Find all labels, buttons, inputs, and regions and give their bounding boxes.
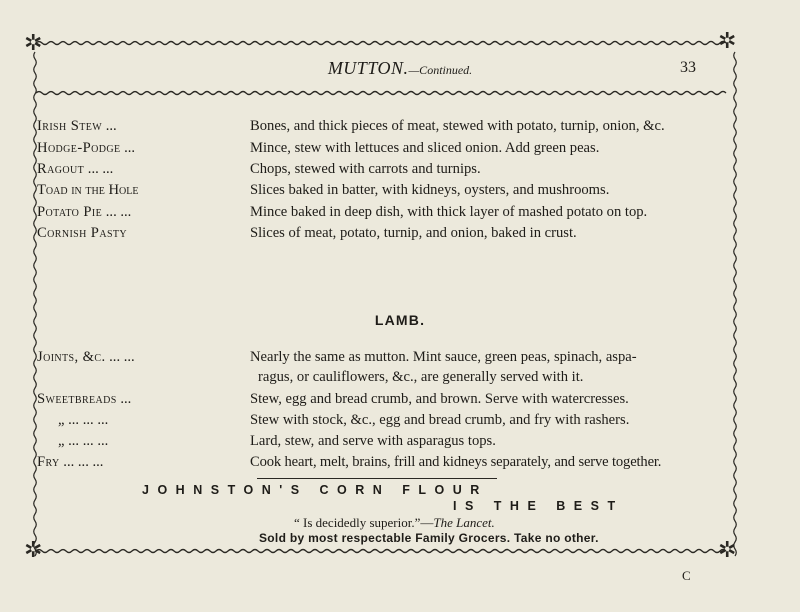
dish-row: Potato Pie ... ... Mince baked in deep dish, with thick layer of mashed potato on top. bbox=[37, 204, 648, 220]
dish-description: Lard, stew, and serve with asparagus tops. bbox=[250, 433, 496, 449]
dish-name: Potato Pie bbox=[37, 204, 103, 220]
dish-row: Ragout ... ... Chops, stewed with carrots and turnips. bbox=[37, 161, 481, 177]
dish-row: Joints, &c. ... ... Nearly the same as mutton. Mint sauce, green peas, spinach, aspa- bbox=[37, 349, 637, 365]
header-wavy-rule bbox=[36, 88, 726, 98]
dish-row bbox=[37, 225, 757, 247]
corner-ornament-bottom-left: ✲ bbox=[24, 538, 43, 563]
corner-ornament-top-left: ✲ bbox=[24, 31, 43, 56]
dish-row: Irish Stew ... Bones, and thick pieces of meat, stewed with potato, turnip, onion, &c. bbox=[37, 118, 665, 134]
corner-ornament-bottom-right: ✲ bbox=[718, 538, 737, 563]
dish-row: Hodge-Podge ... Mince, stew with lettuces and sliced onion. Add green peas. bbox=[37, 140, 600, 156]
dish-description: Bones, and thick pieces of meat, stewed with potato, turnip, onion, &c. bbox=[250, 118, 665, 134]
top-wavy-border bbox=[36, 38, 726, 48]
advert-quote: “ Is decidedly superior.”—The Lancet. bbox=[294, 515, 495, 530]
dish-description: Stew with stock, &c., egg and bread crumb, and fry with rashers. bbox=[250, 412, 630, 428]
dish-name: Fry bbox=[37, 454, 60, 470]
advert-headline: JOHNSTON'S CORN FLOUR bbox=[142, 483, 488, 497]
dish-description: Nearly the same as mutton. Mint sauce, green peas, spinach, aspa- bbox=[250, 349, 637, 365]
dish-row: Sweetbreads ... Stew, egg and bread crumb, and brown. Serve with watercresses. bbox=[37, 391, 629, 407]
dish-description: Stew, egg and bread crumb, and brown. Serve with watercresses. bbox=[250, 391, 629, 407]
dish-row: Fry ... ... ... Cook heart, melt, brains, frill and kidneys separately, and serve together. bbox=[37, 454, 662, 470]
dish-description: Slices baked in batter, with kidneys, oysters, and mushrooms. bbox=[250, 182, 610, 198]
dish-name: Ragout bbox=[37, 161, 85, 177]
dish-row-continuation bbox=[37, 369, 757, 391]
signature-mark: C bbox=[682, 568, 691, 583]
dish-description: Chops, stewed with carrots and turnips. bbox=[250, 161, 481, 177]
corner-ornament-top-right: ✲ bbox=[718, 29, 737, 54]
advert-subheadline: IS THE BEST bbox=[453, 499, 624, 513]
ditto-mark: „ bbox=[58, 412, 65, 428]
dish-row: „ ... ... ... Lard, stew, and serve with asparagus tops. bbox=[37, 433, 757, 455]
horizontal-rule bbox=[257, 478, 497, 479]
dish-description: Mince, stew with lettuces and sliced onion. Add green peas. bbox=[250, 140, 600, 156]
dish-name: Toad in the Hole bbox=[37, 182, 139, 198]
running-head bbox=[0, 58, 800, 84]
dish-row bbox=[37, 182, 757, 204]
dish-description: Slices of meat, potato, turnip, and onion, baked in crust. bbox=[250, 225, 577, 241]
page-number: 33 bbox=[680, 59, 696, 76]
section-heading-lamb: LAMB. bbox=[374, 312, 426, 328]
dish-row: „ ... ... ... Stew with stock, &c., egg and bread crumb, and fry with rashers. bbox=[37, 412, 757, 434]
advert-quote-source: The Lancet. bbox=[433, 515, 495, 530]
dish-description: ragus, or cauliflowers, &c., are generally served with it. bbox=[258, 369, 584, 385]
dish-name: Joints, &c. bbox=[37, 349, 106, 365]
dish-name: Hodge-Podge bbox=[37, 140, 121, 156]
bottom-wavy-border bbox=[36, 546, 726, 556]
dish-description: Cook heart, melt, brains, frill and kidneys separately, and serve together. bbox=[250, 454, 662, 470]
dish-name: Sweetbreads bbox=[37, 391, 117, 407]
advert-sold-line: Sold by most respectable Family Grocers. Take no other. bbox=[259, 531, 599, 545]
dish-name: Cornish Pasty bbox=[37, 225, 128, 241]
dish-name: Irish Stew bbox=[37, 118, 103, 134]
dish-description: Mince baked in deep dish, with thick layer of mashed potato on top. bbox=[250, 204, 648, 220]
ditto-mark: „ bbox=[58, 433, 65, 449]
running-head-title: MUTTON.—Continued. bbox=[327, 58, 473, 78]
